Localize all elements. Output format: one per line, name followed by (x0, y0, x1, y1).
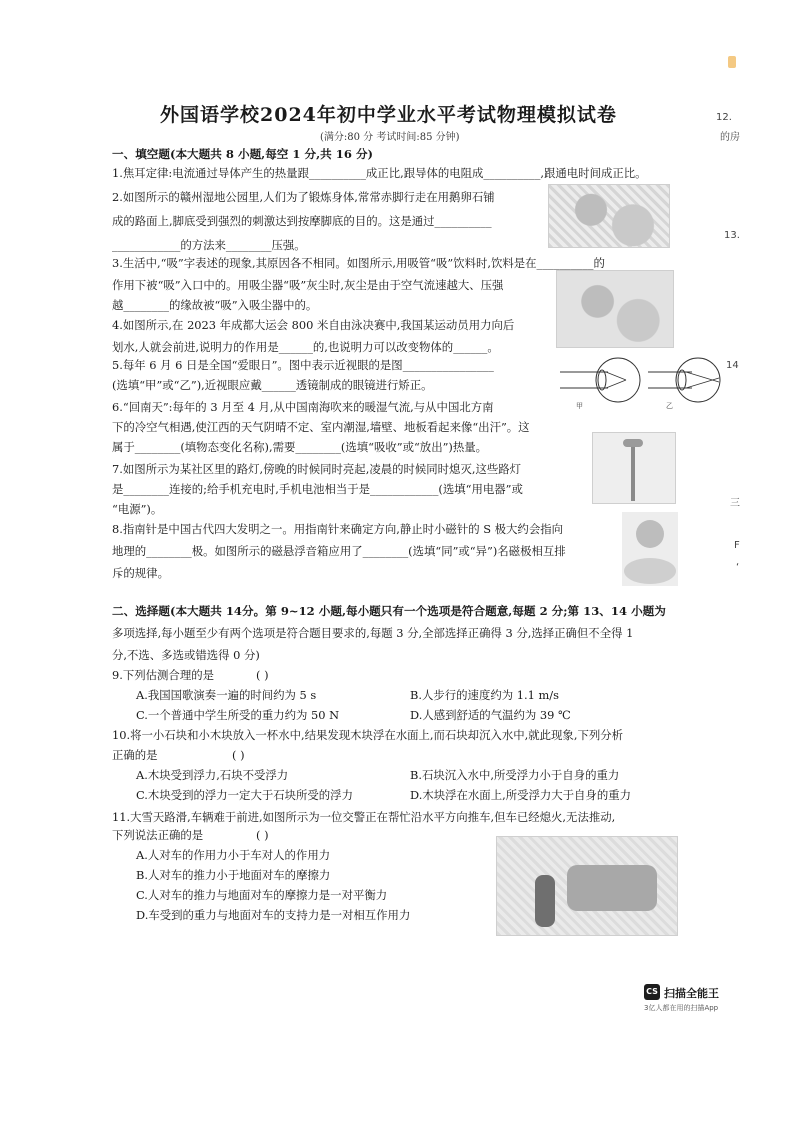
q1-line: 1.焦耳定律:电流通过导体产生的热量跟__________成正比,跟导体的电阻成__________,跟通电时间成正比。 (112, 166, 647, 180)
q11-stem-1: 11.大雪天路滑,车辆难于前进,如图所示为一位交警正在帮忙沿水平方向推车,但车已经熄火,无法推动, (112, 810, 616, 824)
q9-option-c: C.一个普通中学生所受的重力约为 50 N (136, 708, 340, 722)
q10-stem-2: 正确的是 (112, 748, 158, 762)
q9-option-a: A.我国国歌演奏一遍的时间约为 5 s (136, 688, 317, 702)
camscanner-logo-icon: CS (644, 984, 660, 1000)
q6-line2: 下的冷空气相遇,使江西的天气阴晴不定、室内潮湿,墙壁、地板看起来像“出汗”。这 (112, 420, 530, 434)
section2-heading-line3: 分,不选、多选或错选得 0 分) (112, 648, 260, 662)
edge-fragment-13: 13. (724, 230, 740, 241)
q11-option-b: B.人对车的推力小于地面对车的摩擦力 (136, 868, 331, 882)
q11-stem-2: 下列说法正确的是 (112, 828, 204, 842)
q8-line1: 8.指南针是中国古代四大发明之一。用指南针来确定方向,静止时小磁针的 S 极大约会指向 (112, 522, 563, 536)
edge-fragment-f: F (734, 540, 740, 551)
q2-line3: ____________的方法来________压强。 (112, 238, 306, 252)
q10-answer-paren: ( ) (232, 748, 245, 762)
q2-line2: 成的路面上,脚底受到强烈的刺激达到按摩脚底的目的。这是通过__________ (112, 214, 492, 228)
q11-answer-paren: ( ) (256, 828, 269, 842)
edge-fragment-san: 三 (730, 498, 740, 509)
eye-diagram-yi (648, 358, 720, 402)
q9-option-d: D.人感到舒适的气温约为 39 ℃ (410, 708, 571, 722)
page-subtitle: (满分:80 分 考试时间:85 分钟) (320, 132, 460, 143)
q5-line2: (选填“甲”或“乙”),近视眼应戴______透镜制成的眼镜进行矫正。 (112, 378, 433, 392)
q2-line1: 2.如图所示的赣州湿地公园里,人们为了锻炼身体,常常赤脚行走在用鹅卵石铺 (112, 190, 495, 204)
camscanner-tagline: 3亿人都在用的扫描App (644, 1004, 719, 1012)
q11-option-c: C.人对车的推力与地面对车的摩擦力是一对平衡力 (136, 888, 388, 902)
camscanner-brand: 扫描全能王 (664, 987, 719, 1000)
edge-fragment-12: 12. (716, 112, 732, 123)
q4-line1: 4.如图所示,在 2023 年成都大运会 800 米自由泳决赛中,我国某运动员用力向后 (112, 318, 515, 332)
q5-line1: 5.每年 6 月 6 日是全国“爱眼日”。图中表示近视眼的是图________________ (112, 358, 494, 372)
q6-line3: 属于________(填物态变化名称),需要________(选填“吸收”或“放出”)热量。 (112, 440, 488, 454)
q10-option-a: A.木块受到浮力,石块不受浮力 (136, 768, 289, 782)
q9-answer-paren: ( ) (256, 668, 269, 682)
section2-heading-line2: 多项选择,每小题至少有两个选项是符合题目要求的,每题 3 分,全部选择正确得 3 分,选择正确但不全得 1 (112, 626, 634, 640)
swimmer-photo (556, 270, 674, 348)
section1-heading: 一、填空题(本大题共 8 小题,每空 1 分,共 16 分) (112, 147, 374, 161)
section2-heading: 二、选择题(本大题共 14分。第 9~12 小题,每小题只有一个选项是符合题意,每题 2 分;第 13、14 小题为 (112, 604, 666, 618)
maglev-speaker-photo (622, 512, 678, 586)
q10-option-d: D.木块浮在水面上,所受浮力大于自身的重力 (410, 788, 632, 802)
eye-diagram-jia (560, 358, 640, 402)
edge-fragment-tick: ‘ (736, 562, 740, 573)
fig-label-jia: 甲 (576, 402, 583, 410)
q10-option-c: C.木块受到的浮力一定大于石块所受的浮力 (136, 788, 353, 802)
traffic-police-pushing-car-photo (496, 836, 678, 936)
q3-line1: 3.生活中,“吸”字表述的现象,其原因各不相同。如图所示,用吸管“吸”饮料时,饮料是在__________的 (112, 256, 605, 270)
q11-option-d: D.车受到的重力与地面对车的支持力是一对相互作用力 (136, 908, 411, 922)
corner-mark (728, 56, 736, 68)
q7-line2: 是________连接的;给手机充电时,手机电池相当于是____________(选填“用电器”或 (112, 482, 523, 496)
eye-diagram (556, 352, 726, 410)
fig-label-yi: 乙 (666, 402, 673, 410)
q9-stem: 9.下列估测合理的是 (112, 668, 214, 682)
q10-option-b: B.石块沉入水中,所受浮力小于自身的重力 (410, 768, 620, 782)
q3-line2: 作用下被“吸”入口中的。用吸尘器“吸”灰尘时,灰尘是由于空气流速越大、压强 (112, 278, 504, 292)
q4-line2: 划水,人就会前进,说明力的作用是______的,也说明力可以改变物体的______。 (112, 340, 499, 354)
edge-fragment-room: 的房 (720, 132, 740, 143)
pebble-path-photo (548, 184, 670, 248)
q7-line3: “电源”)。 (112, 502, 163, 516)
q6-line1: 6.“回南天”:每年的 3 月至 4 月,从中国南海吹来的暖湿气流,与从中国北方南 (112, 400, 494, 414)
q7-line1: 7.如图所示为某社区里的路灯,傍晚的时候同时亮起,凌晨的时候同时熄灭,这些路灯 (112, 462, 522, 476)
q9-option-b: B.人步行的速度约为 1.1 m/s (410, 688, 559, 702)
q8-line2: 地理的________极。如图所示的磁悬浮音箱应用了________(选填“同”或“异”)名磁极相互排 (112, 544, 566, 558)
q8-line3: 斥的规律。 (112, 566, 169, 580)
page-title: 外国语学校2024年初中学业水平考试物理模拟试卷 (160, 104, 617, 126)
edge-fragment-14: 14 (726, 360, 739, 371)
street-lamp-photo (592, 432, 676, 504)
q11-option-a: A.人对车的作用力小于车对人的作用力 (136, 848, 331, 862)
q10-stem-1: 10.将一小石块和小木块放入一杯水中,结果发现木块浮在水面上,而石块却沉入水中,就此现象,下列分析 (112, 728, 624, 742)
q3-line3: 越________的缘故被“吸”入吸尘器中的。 (112, 298, 318, 312)
